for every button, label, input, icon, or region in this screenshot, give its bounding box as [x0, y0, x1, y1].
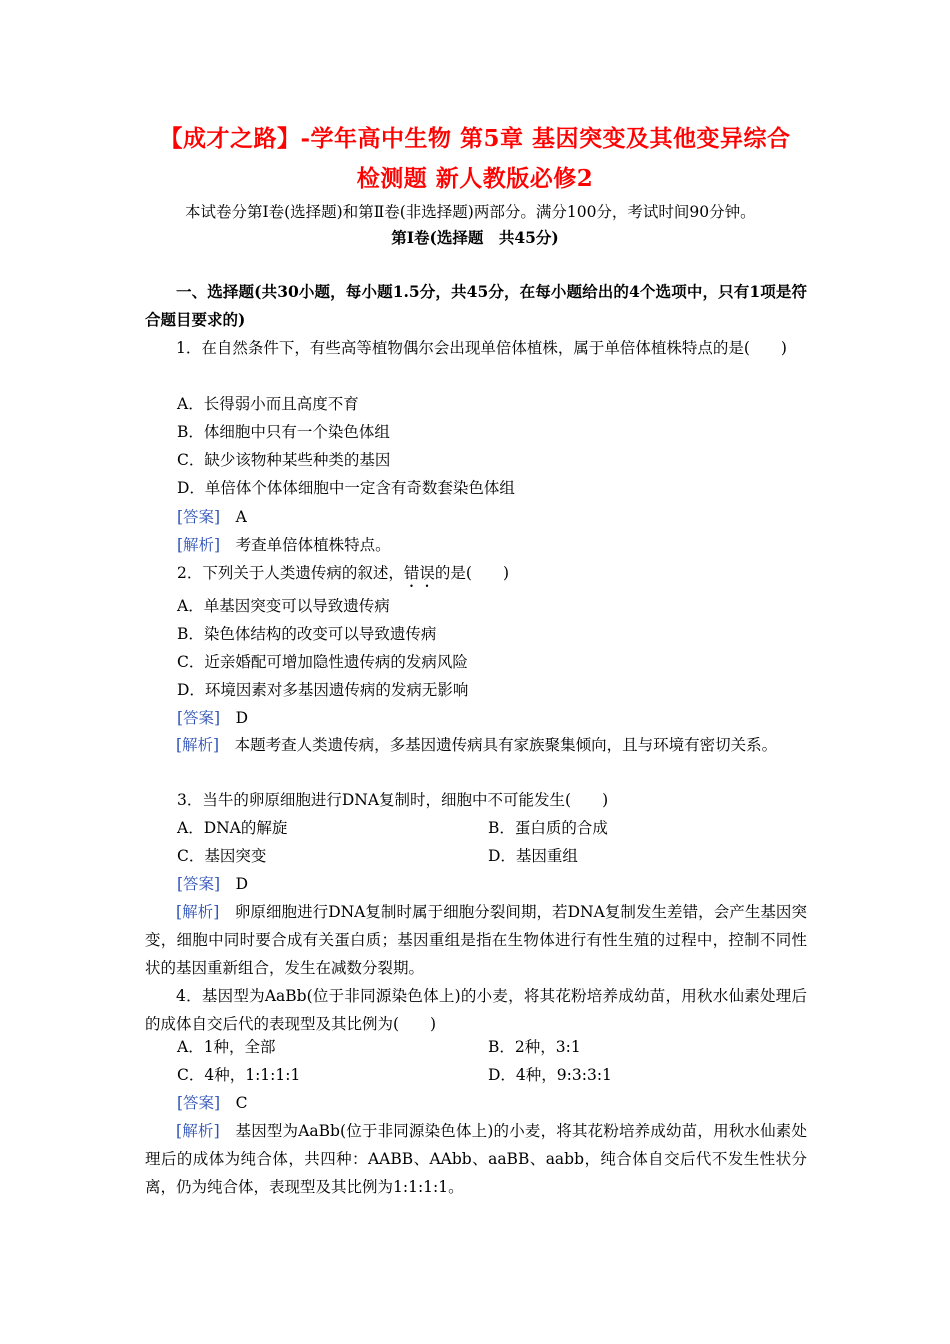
question-2-option-b: B．染色体结构的改变可以导致遗传病 [177, 625, 437, 643]
answer-label: [答案] [177, 1094, 221, 1112]
question-4-option-c: C．4种，1:1:1:1 [177, 1066, 301, 1084]
stem-text-end: 的是( ) [434, 564, 509, 582]
answer-label: [答案] [177, 709, 221, 727]
analysis-text: 考查单倍体植株特点。 [235, 536, 391, 554]
question-4-option-d: D．4种，9:3:3:1 [488, 1066, 612, 1084]
question-4-option-b: B．2种，3:1 [488, 1038, 581, 1056]
analysis-text: 卵原细胞进行DNA复制时属于细胞分裂间期，若DNA复制发生差错，会产生基因突变，细胞中同时要合成有关蛋白质；基因重组是指在生物体进行有性生殖的过程中，控制不同性状的基因重新组合，发生在减数分裂期。 [145, 903, 807, 977]
question-2-analysis [145, 731, 807, 759]
answer-value: C [235, 1094, 248, 1112]
answer-label: [答案] [177, 875, 221, 893]
question-1-stem: 1．在自然条件下，有些高等植物偶尔会出现单倍体植株，属于单倍体植株特点的是( ) [176, 339, 787, 357]
exam-intro: 本试卷分第Ⅰ卷(选择题)和第Ⅱ卷(非选择题)两部分。满分100分，考试时间90分钟。 [185, 203, 756, 221]
analysis-text: 基因型为AaBb(位于非同源染色体上)的小麦，将其花粉培养成幼苗，用秋水仙素处理后的成体为纯合体，共四种：AABB、AAbb、aaBB、aabb，纯合体自交后代不发生性状分离，仍为纯合体，表现型及其比例为1:1:1:1。 [145, 1122, 807, 1196]
analysis-label: [解析] [176, 736, 220, 754]
question-2-option-c: C．近亲婚配可增加隐性遗传病的发病风险 [177, 653, 468, 671]
question-1-analysis [177, 535, 391, 555]
question-4-analysis [145, 1117, 807, 1201]
question-1-option-c: C．缺少该物种某些种类的基因 [177, 451, 391, 469]
question-3-stem: 3．当牛的卵原细胞进行DNA复制时，细胞中不可能发生( ) [177, 791, 609, 809]
question-2-stem [177, 563, 509, 591]
answer-value: D [235, 875, 249, 893]
question-1-option-b: B．体细胞中只有一个染色体组 [177, 423, 390, 441]
question-1-answer [177, 507, 247, 527]
document-title-line1: 【成才之路】-学年高中生物 第5章 基因突变及其他变异综合 [159, 125, 791, 152]
question-3-answer [177, 874, 248, 894]
answer-label: [答案] [177, 508, 221, 526]
question-2-option-a: A．单基因突变可以导致遗传病 [177, 597, 390, 615]
question-4-stem: 4．基因型为AaBb(位于非同源染色体上)的小麦，将其花粉培养成幼苗，用秋水仙素处理后的成体自交后代的表现型及其比例为( ) [145, 987, 807, 1033]
question-3-option-c: C．基因突变 [177, 847, 267, 865]
question-3-option-a: A．DNA的解旋 [177, 819, 288, 837]
stem-text: 2．下列关于人类遗传病的叙述， [177, 564, 404, 582]
part1-heading: 第Ⅰ卷(选择题 共45分) [391, 228, 559, 247]
document-title-line2: 检测题 新人教版必修2 [356, 165, 594, 192]
question-3-option-b: B．蛋白质的合成 [488, 819, 608, 837]
analysis-label: [解析] [176, 903, 220, 921]
question-3-analysis [145, 898, 807, 982]
question-2-option-d: D．环境因素对多基因遗传病的发病无影响 [177, 681, 469, 699]
question-3-option-d: D．基因重组 [488, 847, 578, 865]
question-1-option-d: D．单倍体个体体细胞中一定含有奇数套染色体组 [177, 479, 515, 497]
question-2-answer [177, 708, 248, 728]
analysis-label: [解析] [176, 1122, 220, 1140]
question-4-answer [177, 1093, 248, 1113]
analysis-label: [解析] [177, 536, 221, 554]
stem-emphasis: 错误 [403, 564, 435, 582]
section1-heading: 一、选择题(共30小题，每小题1.5分，共45分，在每小题给出的4个选项中，只有1项是符合题目要求的) [145, 282, 807, 329]
question-4-option-a: A．1种，全部 [177, 1038, 276, 1056]
question-1-option-a: A．长得弱小而且高度不育 [177, 395, 359, 413]
answer-value: A [235, 508, 247, 526]
answer-value: D [235, 709, 249, 727]
analysis-text: 本题考查人类遗传病，多基因遗传病具有家族聚集倾向，且与环境有密切关系。 [234, 736, 778, 754]
